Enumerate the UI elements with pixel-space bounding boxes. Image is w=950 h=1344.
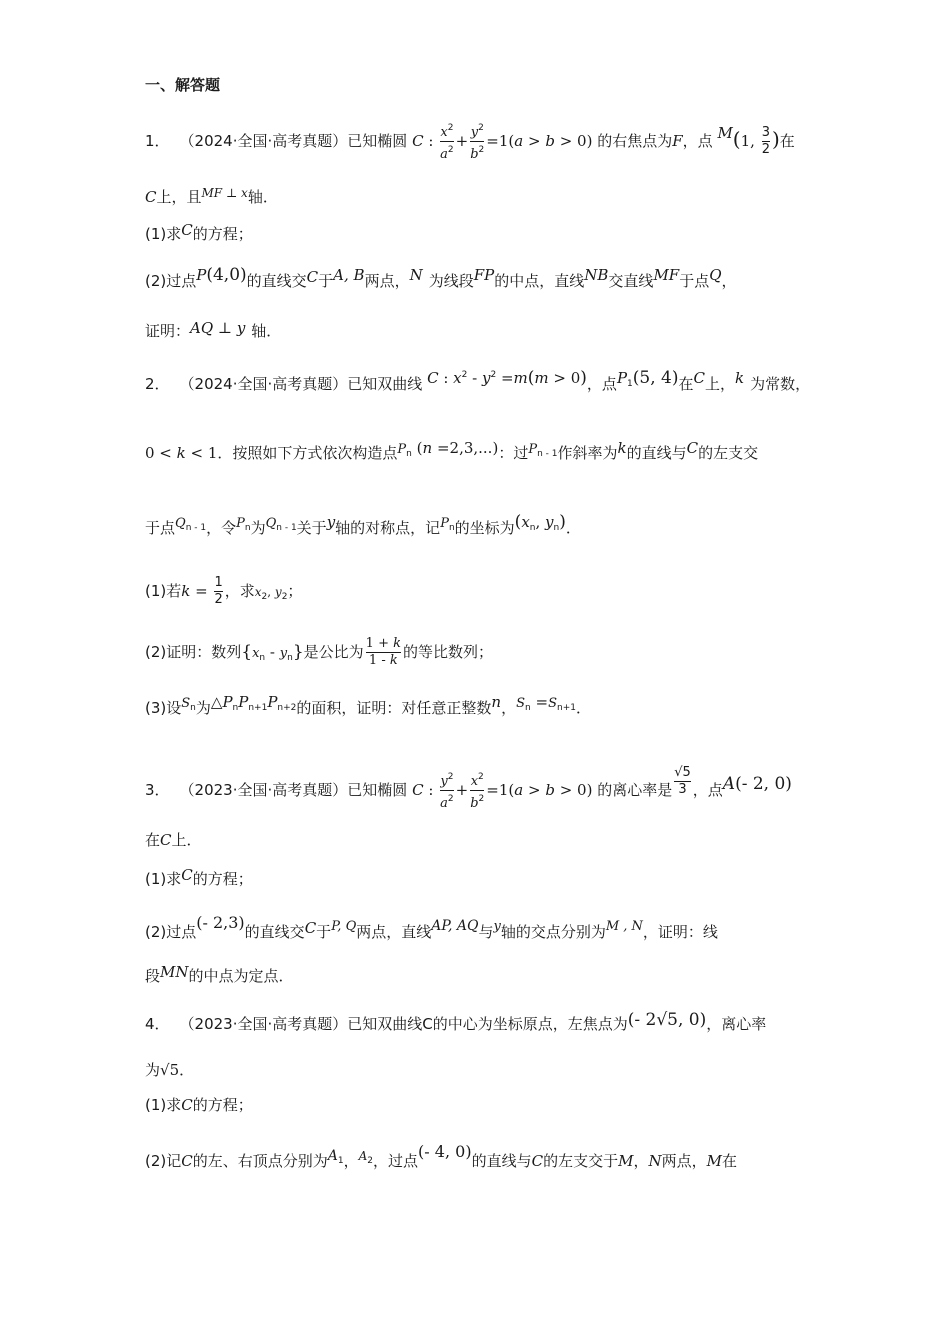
problem-number: 1． xyxy=(145,132,170,150)
problem-4-stem-cont: 为√5． xyxy=(145,1061,195,1079)
problem-number: 4． xyxy=(145,1015,170,1033)
problem-4-stem: 4． （2023·全国·高考真题）已知双曲线C的中心为坐标原点，左焦点为(- 2√5, 0)，离心率 xyxy=(145,1010,767,1033)
ellipse-equation: C : $\frac{x^2}{a^2}$ + $\frac{y^2}{b^2}$ =1(a > b > 0) xyxy=(412,123,593,162)
problem-4-part-1: (1)求C的方程； xyxy=(145,1096,253,1114)
problem-2-stem-cont-2: 于点$Q_{n - 1}$，令$P_n$为$Q_{n - 1}$关于y轴的对称点，记$P_n$的坐标为($x_n$, $y_n$)． xyxy=(145,512,581,537)
problem-number: 2． xyxy=(145,375,170,393)
point-m: M(1, $\frac{3}{2}$ ) xyxy=(717,124,780,157)
problem-2-stem-cont-1: 0 < k < 1．按照如下方式依次构造点$P_n$ (n =2,3,...)：过$P_{n - 1}$作斜率为k的直线与C的左支交 xyxy=(145,439,759,462)
problem-source: （2023·全国·高考真题） xyxy=(179,781,348,799)
problem-2-stem: 2． （2024·全国·高考真题）已知双曲线 C : $x^2 - y^2 =m(m > 0)$，点$P_1(5$, 4)在C上，k 为常数， xyxy=(145,368,811,393)
problem-3-part-2: (2)过点(- 2,3)的直线交C于P, Q两点，直线AP, AQ与y轴的交点分别为M , N，证明：线 xyxy=(145,913,718,941)
problem-1-part-2: (2)过点P(4,0)的直线交C于A, B两点，N 为线段FP的中点，直线NB交直线MF于点Q， xyxy=(145,265,737,290)
problem-1-stem: 1． （2024·全国·高考真题）已知椭圆 C : $\frac{x^2}{a^2}$ + $\frac{y^2}{b^2}$ =1(a > b > 0) 的右焦点为F，点 M(1, $\frac{3}{2}$ )在 xyxy=(145,123,795,162)
problem-3-part-2-cont: 段MN的中点为定点． xyxy=(145,963,294,985)
problem-2-part-2: (2)证明：数列$\{x_n - y_n\}$是公比为 $\frac{1 + k}{1 - k}$ 的等比数列； xyxy=(145,636,494,668)
problem-1-stem-cont: C上，且$^{MF}$ ⊥ $^x$轴． xyxy=(145,186,278,206)
problem-3-part-1: (1)求C的方程； xyxy=(145,866,253,888)
problem-number: 3． xyxy=(145,781,170,799)
hyperbola-equation: C : $x^2 - y^2 =m(m > 0)$ xyxy=(427,368,587,388)
ellipse-equation-2: C : $\frac{y^2}{a^2}$ + $\frac{x^2}{b^2}$ =1(a > b > 0) xyxy=(412,772,593,811)
problem-source: （2024·全国·高考真题） xyxy=(179,132,348,150)
problem-2-part-1: (1)若k = $\frac{1}{2}$ ，求$x_2$, $y_2$； xyxy=(145,575,303,607)
problem-3-stem-cont: 在C上． xyxy=(145,831,202,849)
problem-source: （2023·全国·高考真题） xyxy=(179,1015,348,1033)
problem-1-part-2-cont: 证明：AQ ⊥ y 轴． xyxy=(145,319,282,340)
problem-source: （2024·全国·高考真题） xyxy=(179,375,348,393)
problem-4-part-2: (2)记C的左、右顶点分别为$A_1$，$A_2$，过点(- 4, 0)的直线与C的左支交于M，N两点，M在 xyxy=(145,1142,737,1170)
section-title: 一、解答题 xyxy=(145,76,221,94)
problem-2-part-3: (3)设$S_n$为$\triangle P_nP_{n+1}P_{n+2}$的面积，证明：对任意正整数n，$S_n =S_{n+1}$． xyxy=(145,693,591,717)
problem-3-stem: 3． （2023·全国·高考真题）已知椭圆 C : $\frac{y^2}{a^2}$ + $\frac{x^2}{b^2}$ =1(a > b > 0) 的离心率是 $\frac{√5}{3}$ ，点A(- 2, 0) xyxy=(145,765,792,811)
problem-1-part-1: (1)求C的方程； xyxy=(145,221,253,243)
